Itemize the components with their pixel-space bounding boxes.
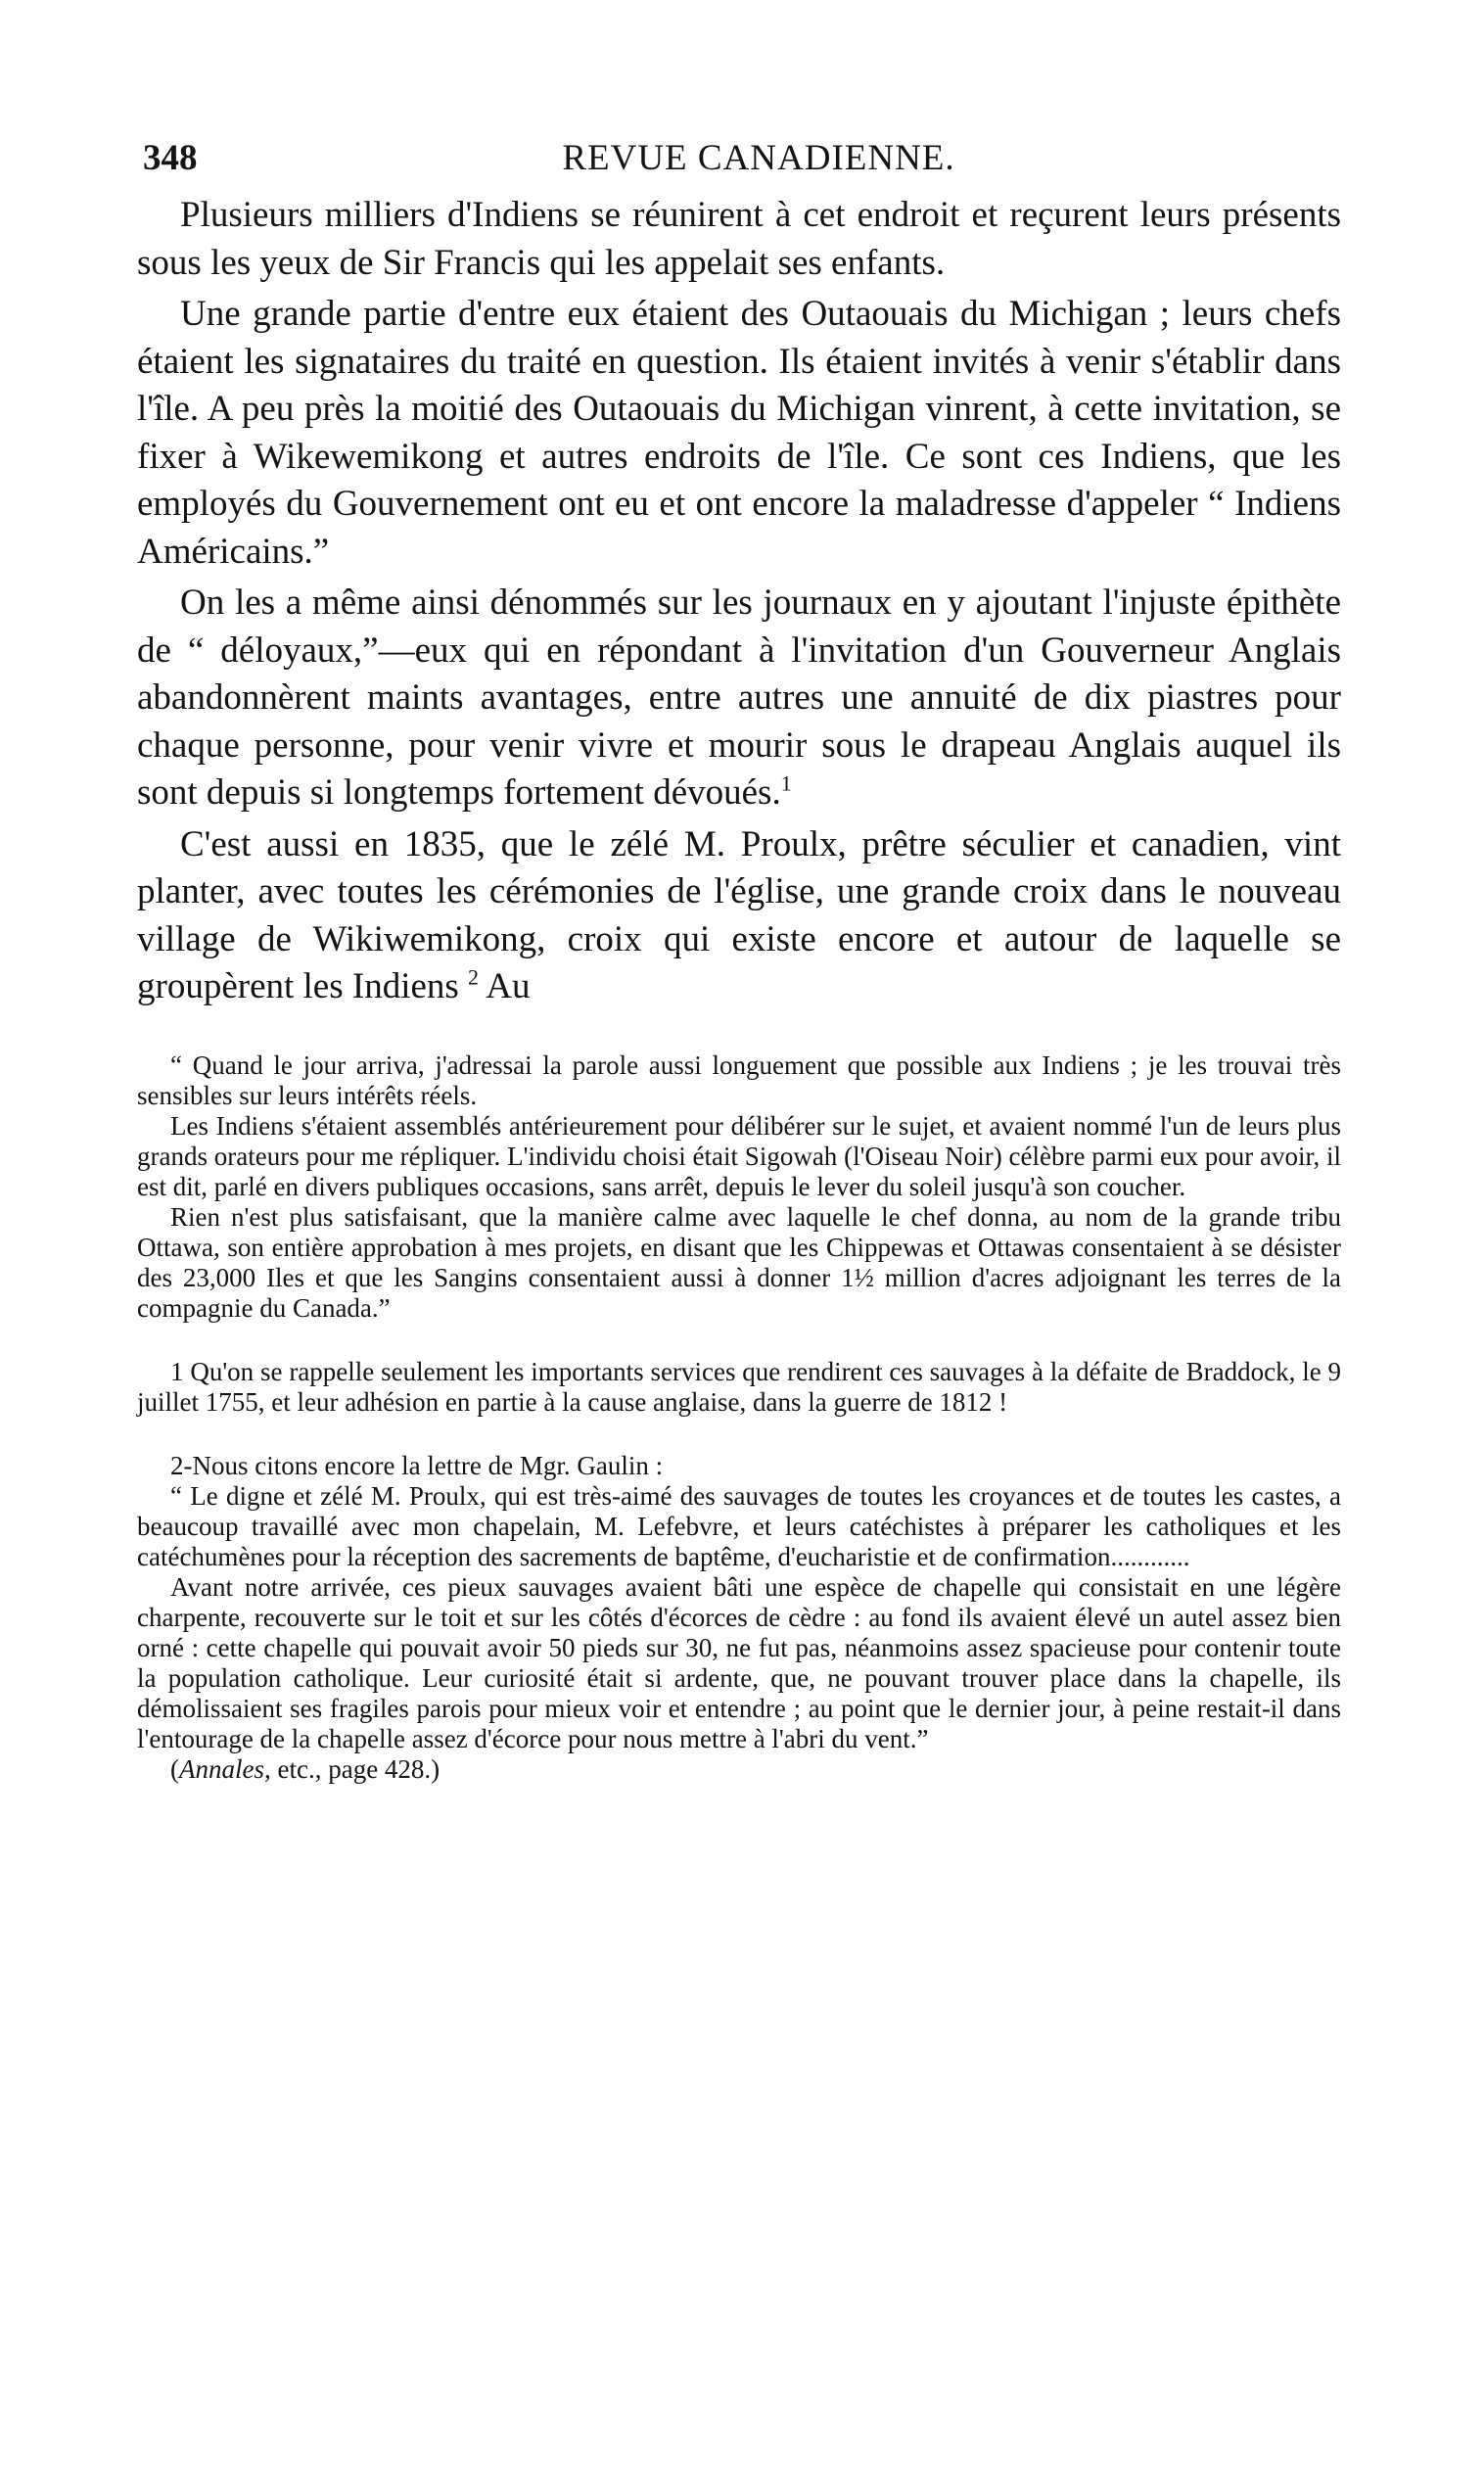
footnote-ref-2: 2: [468, 964, 480, 990]
citation-rest: , etc., page 428.): [264, 1753, 441, 1784]
note-paragraph: “ Le digne et zélé M. Proulx, qui est très-aimé des sauvages de toutes les croyances et de toutes les castes, a beaucoup travaillé avec mon chapelain, M. Lefebvre, et leurs catéchistes à préparer les catholiques et les catéchumènes pour la réception des sacrements de baptême, d'eucharistie et de confirmation............: [137, 1480, 1341, 1571]
continued-quote: [137, 1050, 1341, 1324]
paragraph-text: C'est aussi en 1835, que le zélé M. Proulx, prêtre séculier et canadien, vint planter, avec toutes les cérémonies de l'église, une grande croix dans le nouveau village de Wikiwemikong, croix qui existe encore et autour de laquelle se groupèrent les Indiens: [137, 823, 1341, 1006]
footnote-ref-1: 1: [780, 770, 792, 796]
page-number: 348: [143, 138, 198, 178]
body-text: [137, 192, 1341, 1011]
footnote-2: [137, 1451, 1341, 1785]
note-paragraph: 1 Qu'on se rappelle seulement les importants services que rendirent ces sauvages à la défaite de Braddock, le 9 juillet 1755, et leur adhésion en partie à la cause anglaise, dans la guerre de 1812 !: [137, 1356, 1341, 1417]
paragraph-tail: Au: [479, 966, 531, 1006]
note-paragraph: Avant notre arrivée, ces pieux sauvages avaient bâti une espèce de chapelle qui consistait en une légère charpente, recouverte sur le toit et sur les côtés d'écorces de cèdre : au fond ils avaient élevé un autel assez bien orné : cette chapelle qui pouvait avoir 50 pieds sur 30, ne fut pas, néanmoins assez spacieuse pour contenir toute la population catholique. Leur curiosité était si ardente, que, ne pouvant trouver place dans la chapelle, ils démolissaient ses fragiles parois pour mieux voir et entendre ; au point que le dernier jour, à peine restait-il dans l'entourage de la chapelle assez d'écorce pour nous mettre à l'abri du vent.”: [137, 1571, 1341, 1753]
running-title: REVUE CANADIENNE.: [562, 138, 955, 178]
paragraph: [137, 580, 1341, 817]
note-paragraph: “ Quand le jour arriva, j'adressai la parole aussi longuement que possible aux Indiens ; je les trouvai très sensibles sur leurs intérêts réels.: [137, 1050, 1341, 1110]
citation-open: (: [170, 1753, 179, 1784]
paragraph-text: On les a même ainsi dénommés sur les journaux en y ajoutant l'injuste épithète de “ déloyaux,”—eux qui en répondant à l'invitation d'un Gouverneur Anglais abandonnèrent maints avantages, entre autres une annuité de dix piastres pour chaque personne, pour venir vivre et mourir sous le drapeau Anglais auquel ils sont depuis si longtemps fortement dévoués.: [137, 583, 1341, 813]
note-paragraph: Rien n'est plus satisfaisant, que la manière calme avec laquelle le chef donna, au nom de la grande tribu Ottawa, son entière approbation à mes projets, en disant que les Chippewas et Ottawas consentaient à se désister des 23,000 Iles et que les Sangins consentaient aussi à donner 1½ million d'acres adjoignant les terres de la compagnie du Canada.”: [137, 1201, 1341, 1323]
paragraph: [137, 821, 1341, 1011]
notes-section: [137, 1050, 1341, 1785]
page: [137, 137, 1341, 1818]
footnote-1: [137, 1357, 1341, 1418]
page-header: [137, 137, 1341, 192]
citation: [137, 1754, 1341, 1785]
paragraph: Plusieurs milliers d'Indiens se réunirent à cet endroit et reçurent leurs présents sous les yeux de Sir Francis qui les appelait ses enfants.: [137, 195, 1341, 283]
note-paragraph: Les Indiens s'étaient assemblés antérieurement pour délibérer sur le sujet, et avaient nommé l'un de leurs plus grands orateurs pour me répliquer. L'individu choisi était Sigowah (l'Oiseau Noir) célèbre parmi eux pour avoir, il est dit, parlé en divers publiques occasions, sans arrêt, depuis le lever du soleil jusqu'à son coucher.: [137, 1110, 1341, 1201]
paragraph: Une grande partie d'entre eux étaient des Outaouais du Michigan ; leurs chefs étaient les signataires du traité en question. Ils étaient invités à venir s'établir dans l'île. A peu près la moitié des Outaouais du Michigan vinrent, à cette invitation, se fixer à Wikewemikong et autres endroits de l'île. Ce sont ces Indiens, que les employés du Gouvernement ont eu et ont encore la maladresse d'appeler “ Indiens Américains.”: [137, 294, 1341, 572]
citation-title: Annales: [179, 1753, 264, 1784]
note-paragraph: 2-Nous citons encore la lettre de Mgr. Gaulin :: [170, 1450, 664, 1480]
